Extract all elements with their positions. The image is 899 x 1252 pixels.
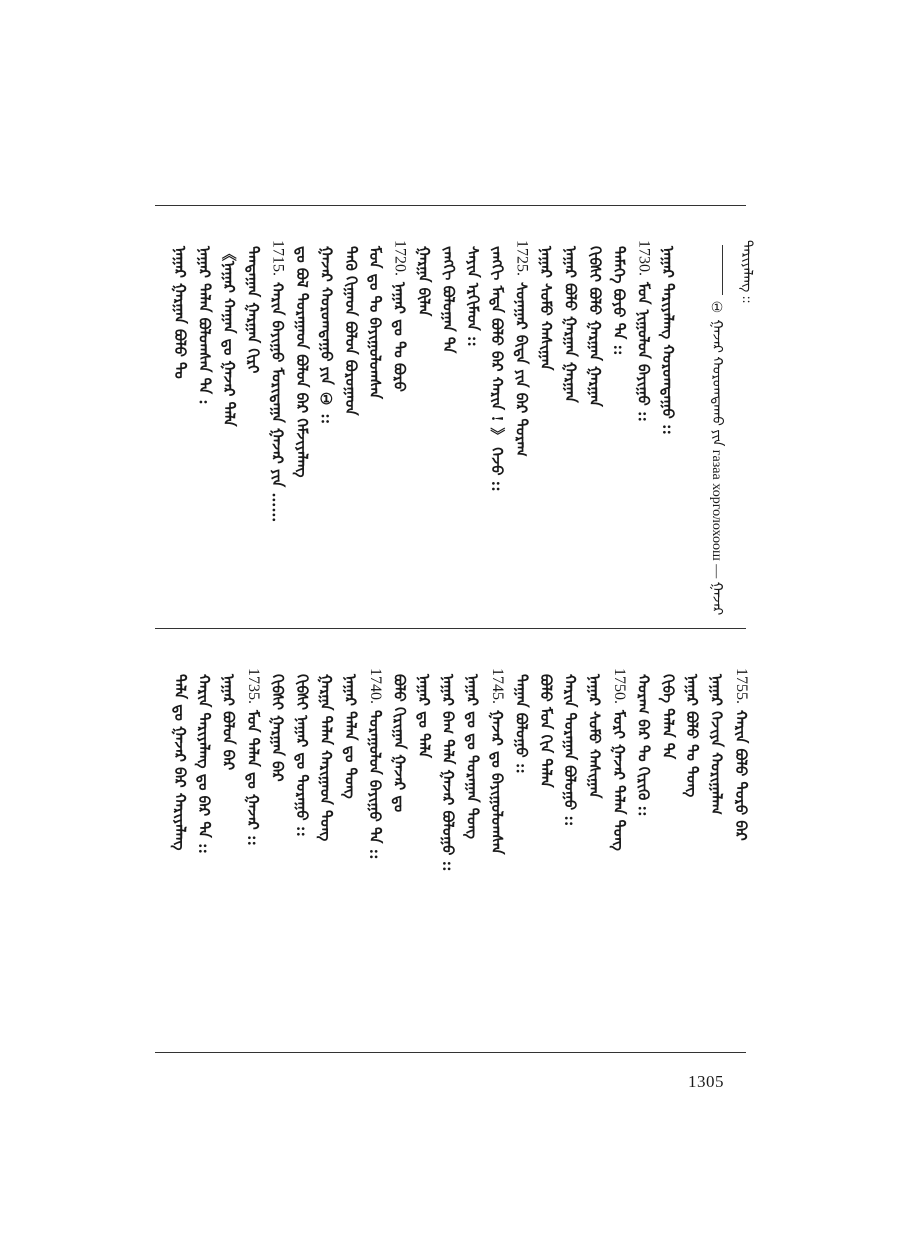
verse-line bbox=[660, 240, 676, 435]
verse-text: ᠨᠠᠭᠠᠷ ᠳᠤ ᠲᠤ ᠪᠣᠷᠤ bbox=[390, 282, 409, 392]
verse-text: ᠭᠠᠵᠠᠷ ᠳᠤ ᠪᠠᠶᠢᠭᠤᠯᠤᠭᠰᠠᠨ bbox=[488, 710, 506, 855]
verse-text: ᠨᠠᠭᠠᠷ ᠰᠤᠮᠤ ᠬᠠᠰᠢᠭᠠᠨ bbox=[585, 674, 604, 799]
verse-text: ᠬᠠᠷᠢᠨ ᠪᠠᠶᠢᠭᠤ ᠮᠣᠷᠢᠳᠠᠭᠠ ᠭᠠᠵᠠᠷ ᠶᠢᠨ …… bbox=[268, 282, 287, 523]
verse-line bbox=[196, 668, 212, 854]
verse-line bbox=[294, 240, 310, 478]
verse-line bbox=[562, 240, 578, 403]
verse-text: ᠰᠠᠶᠢᠨ ᠡᠷᠬᠢᠮᠡᠳ :: bbox=[463, 246, 482, 347]
verse-text: ᠨᠠᠭᠠᠷ ᠳᠤ ᠳᠤ ᠲᠤᠷᠠᠭᠠᠨ ᠲᠤᠩ bbox=[463, 674, 482, 839]
verse-line bbox=[513, 668, 529, 774]
verse-text: ᠨᠠᠭᠠᠷ ᠲᠠᠯᠠᠨ ᠳᠤ ᠲᠤᠩ bbox=[341, 674, 360, 799]
verse-text: ᠭᠠᠷᠭᠠ ᠲᠠᠯᠠᠨ ᠬᠠᠷᠢᠭᠠᠳ ᠲᠤᠩ bbox=[317, 674, 336, 842]
verse-line bbox=[343, 240, 359, 415]
verse-text: ᠪᠣᠯᠤ ᠮᠣᠨ ᠬᠢᠨ ᠲᠠᠯᠠᠨ bbox=[536, 674, 555, 788]
verse-text: ᠨᠠᠭᠠᠷ ᠲᠠᠷᠢᠶᠠᠯᠠᠩ ᠬᠣᠷᠤᠭᠳᠠᠭᠤ :: bbox=[659, 246, 677, 436]
verse-line bbox=[587, 668, 603, 798]
verse-text: ᠬᠢᠪᠰᠢ ᠭᠠᠷᠭᠠᠨ ᠪᠡᠷ bbox=[268, 674, 287, 782]
verse-text: ᠲᠤᠷᠠᠭᠤᠯᠤᠨ ᠪᠠᠶᠢᠭᠤ ᠲᠡ :: bbox=[366, 710, 384, 860]
verse-text: ᠵᠠᠩᠭᠢ ᠮᠡᠳᠡ ᠪᠣᠯᠤ ᠪᠡᠷ ᠬᠠᠷᠢᠨ ! 》 ᠭᠡᠵᠦ :: bbox=[488, 246, 507, 492]
verse-text: ᠳᠤ ᠪᠣᠯ ᠲᠤᠷᠠᠭᠠᠳ ᠪᠤᠯᠤᠨ ᠪᠡᠷ ᠬᠡᠮᠵᠢᠶᠡᠯᠡᠩ bbox=[293, 246, 311, 478]
verse-text: ᠨᠠᠭᠠᠷ ᠬᠡᠵᠢᠶᠡ ᠬᠣᠷᠢᠭᠠᠯᠠᠭ bbox=[707, 674, 726, 815]
verse-text: ᠬᠢᠪᠰᠢ ᠨᠠᠭᠠᠷ ᠳᠤ ᠲᠤᠷᠠᠭᠤ :: bbox=[292, 674, 311, 837]
verse-line bbox=[684, 668, 700, 797]
footnote-rule bbox=[722, 245, 723, 295]
verse-line bbox=[294, 668, 310, 837]
verse-line bbox=[489, 240, 505, 492]
verse-line bbox=[709, 668, 725, 815]
verse-line bbox=[416, 240, 432, 316]
verse-line bbox=[318, 240, 334, 424]
verse-line bbox=[391, 668, 407, 812]
verse-line bbox=[489, 668, 505, 855]
line-number: 1730. bbox=[635, 240, 653, 276]
verse-text: ᠮᠣᠨ ᠲᠠᠯᠠᠨ ᠳᠤ ᠭᠠᠵᠠᠷ :: bbox=[244, 710, 262, 847]
line-number: 1755. bbox=[733, 668, 750, 704]
verse-text: ᠬᠠᠷᠢᠨ ᠲᠠᠷᠢᠶᠠᠯᠠᠩ ᠳᠤ ᠪᠡᠷ ᠲᠡ :: bbox=[195, 674, 214, 855]
verse-line bbox=[245, 240, 261, 373]
verse-line bbox=[367, 668, 383, 860]
verse-line bbox=[440, 668, 456, 872]
verse-text: ᠨᠠᠭᠠᠷ ᠪᠠᠭ ᠲᠠᠯᠠ ᠭᠠᠵᠠᠷ ᠪᠣᠯᠤᠭᠤ :: bbox=[439, 674, 458, 872]
verse-line bbox=[635, 668, 651, 817]
verse-text: ᠬᠢᠪᠰᠢ ᠪᠣᠯᠤ ᠭᠠᠷᠭᠠᠨ ᠭᠠᠷᠭᠠᠨ bbox=[585, 246, 604, 407]
verse-text: ᠲᠠᠯᠠ ᠳᠤ ᠭᠠᠵᠠᠷ ᠪᠡᠷ ᠬᠠᠷᠢᠶᠠᠯᠠᠩ bbox=[170, 674, 189, 851]
verse-line bbox=[269, 668, 285, 782]
page-number: 1305 bbox=[688, 1072, 724, 1091]
verse-text: ᠬᠢᠪᠠ ᠲᠠᠯᠠᠨ ᠲᠡ bbox=[658, 674, 677, 760]
line-number: 1740. bbox=[367, 668, 384, 704]
verse-text: ᠨᠠᠭᠠᠷ ᠪᠣᠯᠤᠨ ᠪᠡᠷ bbox=[219, 674, 238, 771]
middle-rule bbox=[155, 628, 746, 629]
verse-text: ᠨᠠᠭᠠᠷ ᠪᠣᠯᠤ ᠲᠤ ᠲᠤᠩ bbox=[683, 674, 702, 798]
line-number: 1720. bbox=[391, 240, 409, 276]
verse-text: ᠨᠠᠭᠠᠷ ᠳᠤ ᠲᠠᠯᠠ bbox=[414, 674, 433, 759]
footnote-text: ① ᠭᠠᠵᠠᠷ ᠬᠣᠷᠤᠭᠳᠠᠬᠤ ᠶᠢᠨ газаа хорголохоош — ᠭᠠᠵᠠᠷ bbox=[709, 300, 724, 616]
verse-text: ᠮᠣᠨ ᠳᠤ ᠲᠤ ᠪᠠᠶᠢᠭᠤᠯᠤᠭᠰᠠᠨ bbox=[366, 246, 385, 400]
verse-text: ᠰᠤᠨᠠᠭᠠᠷ ᠪᠢᠳᠡ ᠶᠢᠨ ᠪᠡᠷ ᠳᠤᠷᠠᠭ bbox=[512, 282, 531, 457]
verse-line bbox=[562, 668, 578, 826]
verse-text: ᠮᠣᠨ ᠨᠢᠭᠤᠯᠤᠨ ᠪᠠᠶᠢᠭᠤ :: bbox=[634, 282, 653, 423]
verse-line bbox=[172, 668, 188, 851]
line-number: 1715. bbox=[269, 240, 287, 276]
verse-line bbox=[367, 240, 383, 399]
verse-text: ᠨᠠᠭᠠᠷ ᠪᠣᠯᠤ ᠭᠠᠷᠭᠠᠨ ᠭᠠᠷᠭᠠᠨ bbox=[561, 246, 580, 403]
verse-line bbox=[660, 668, 676, 759]
verse-line bbox=[514, 240, 530, 457]
verse-line bbox=[172, 240, 188, 379]
verse-line bbox=[196, 240, 212, 405]
verse-text: ᠬᠤᠷᠠᠭ ᠪᠡᠷ ᠲᠤ ᠬᠢᠷᠢᠭᠦ :: bbox=[634, 674, 653, 817]
verse-text: ᠨᠠᠭᠠᠷ ᠭᠠᠷᠭᠠᠨ ᠪᠣᠯᠤ ᠲᠤ bbox=[171, 246, 189, 379]
verse-text: 《ᠨᠠᠭᠠᠷ ᠬᠠᠭᠠᠨ ᠳᠤ ᠭᠠᠵᠠᠷ ᠲᠠᠯᠠ bbox=[219, 246, 238, 427]
verse-text: ᠮᠣᠷᠢ ᠭᠠᠵᠠᠷ ᠲᠠᠯᠠᠨ ᠲᠤᠩ bbox=[610, 710, 628, 851]
verse-text: ᠲᠠᠭᠠᠨ ᠪᠣᠯᠤᠭᠤ :: bbox=[512, 674, 531, 774]
verse-text: ᠲᠡᠭᠦ ᠬᠢᠭᠠᠳ ᠪᠤᠯᠤᠨ ᠪᠤᠷᠤᠭᠠᠳ bbox=[341, 246, 360, 416]
footnote-tail: ᠲᠠᠷᠢᠶᠠᠯᠠᠩ :: bbox=[739, 240, 754, 304]
verse-line bbox=[221, 240, 237, 427]
verse-line bbox=[538, 668, 554, 788]
verse-text: ᠨᠠᠭᠠᠷ ᠰᠤᠮᠤ ᠬᠠᠰᠢᠭᠠᠨ bbox=[537, 246, 555, 371]
verse-text: ᠨᠠᠭᠠᠷ ᠲᠠᠯᠠᠨ ᠪᠣᠯᠤᠭᠰᠠᠨ ᠲᠡ : bbox=[195, 246, 214, 405]
bottom-rule bbox=[155, 1052, 746, 1053]
line-number: 1725. bbox=[513, 240, 531, 276]
line-number: 1745. bbox=[489, 668, 506, 704]
verse-line bbox=[611, 668, 627, 851]
verse-line bbox=[318, 668, 334, 841]
verse-line bbox=[636, 240, 652, 422]
verse-line bbox=[270, 240, 286, 522]
verse-text: ᠬᠠᠷᠢᠨ ᠳᠤᠷᠠᠭᠠᠨ ᠪᠣᠯᠤᠭᠤ :: bbox=[561, 674, 580, 827]
verse-text: ᠵᠠᠩᠭᠢ ᠪᠤᠯᠤᠭᠠᠨ ᠲᠡ bbox=[439, 246, 458, 354]
verse-line bbox=[465, 668, 481, 839]
verse-text: ᠲᠠᠨᠳᠠᠭᠠᠨ ᠭᠠᠷᠭᠠᠨ ᠬᠢᠷᠢ bbox=[244, 246, 263, 374]
verse-line bbox=[465, 240, 481, 347]
verse-text: ᠭᠠᠷᠭᠠ ᠪᠢᠯᠠᠨ bbox=[415, 246, 433, 317]
verse-line bbox=[611, 240, 627, 356]
verse-text: ᠭᠠᠵᠠᠷ ᠬᠣᠷᠤᠭᠳᠠᠭᠤ ᠶᠢᠨ ① :: bbox=[317, 246, 336, 425]
verse-line bbox=[392, 240, 408, 392]
verse-line bbox=[440, 240, 456, 353]
top-rule bbox=[155, 205, 746, 206]
verse-line bbox=[416, 668, 432, 758]
verse-text: ᠬᠠᠷᠢᠨ ᠪᠣᠯᠤ ᠲᠤᠷᠤ ᠪᠡᠷ bbox=[732, 710, 750, 841]
verse-line bbox=[538, 240, 554, 370]
verse-line bbox=[587, 240, 603, 407]
verse-text: ᠪᠣᠯᠤ ᠬᠢᠷᠢᠭᠠᠨ ᠭᠠᠵᠠᠷ ᠳᠤ bbox=[390, 674, 409, 813]
line-number: 1750. bbox=[611, 668, 628, 704]
verse-line bbox=[733, 668, 749, 841]
verse-line bbox=[221, 668, 237, 770]
verse-text: ᠲᠡᠮᠡᠭᠡ ᠪᠤᠶᠤ ᠲᠡ :: bbox=[610, 246, 629, 356]
verse-line bbox=[343, 668, 359, 799]
line-number: 1735. bbox=[245, 668, 262, 704]
verse-line bbox=[245, 668, 261, 846]
